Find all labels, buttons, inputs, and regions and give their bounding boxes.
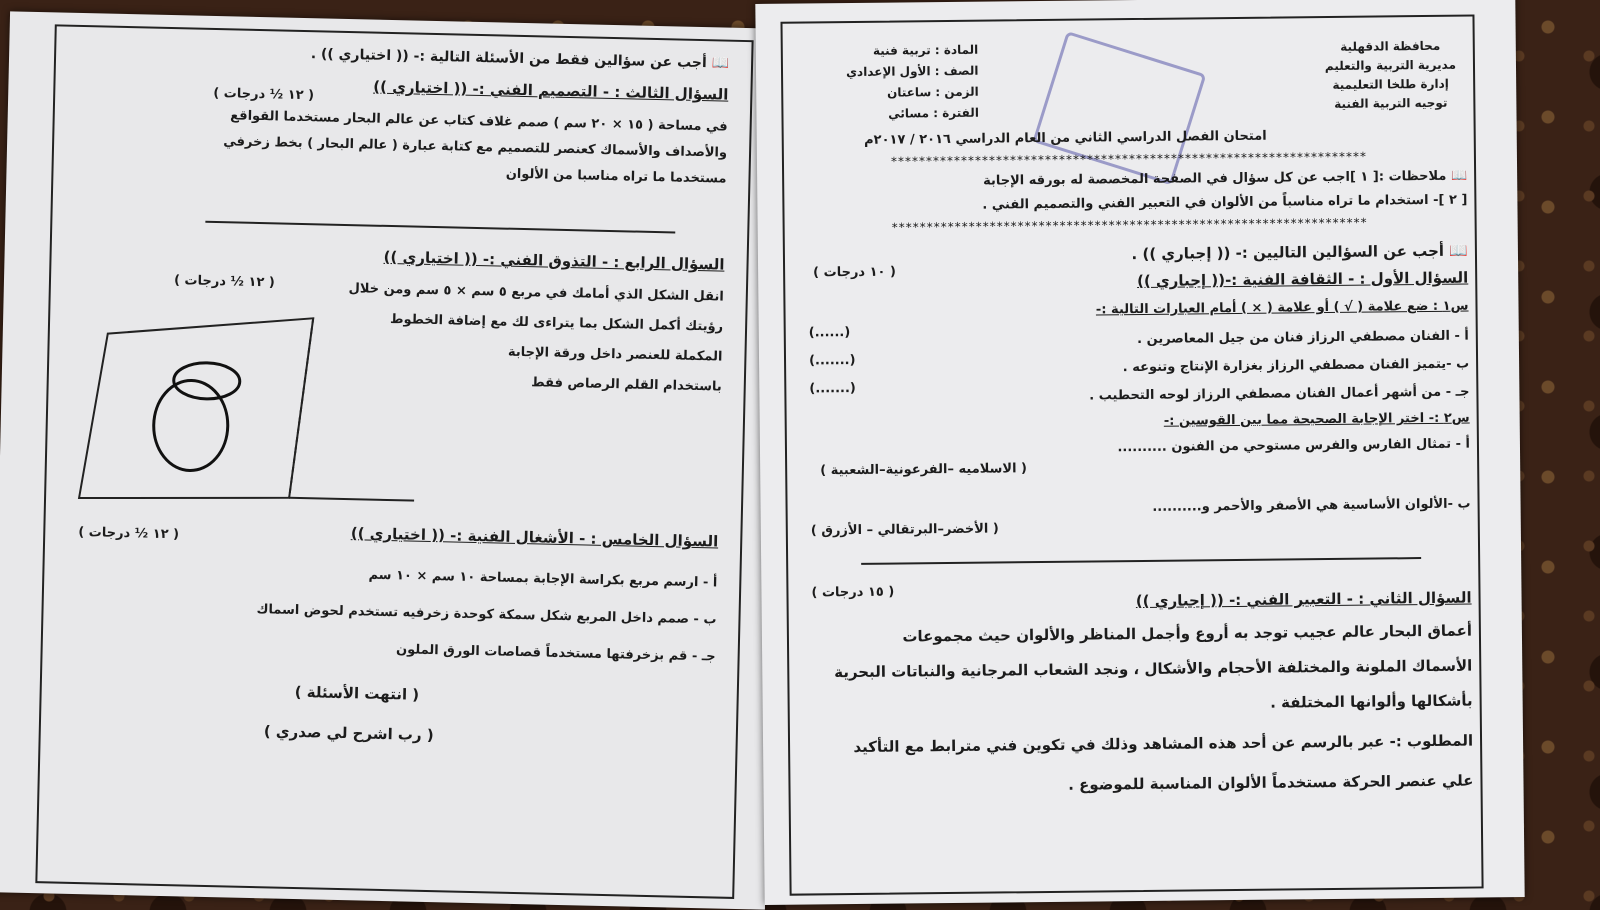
q5-b: ب - صمم داخل المربع شكل سمكة كوحدة زخرفيه تستخدم لحوض اسماك [256, 602, 717, 628]
header-line: الزمن : ساعتان [886, 84, 979, 100]
prayer: ( رب اشرح لي صدري ) [263, 722, 434, 745]
drawing-box [74, 303, 418, 511]
q1-s1: س١ : ضع علامة ( √ ) أو علامة ( × ) أمام العبارات التالية :- [1095, 298, 1469, 318]
q3-line-3: مستخدما ما تراه مناسبا من الألوان [505, 166, 727, 187]
section-heading: 📖 أجب عن السؤالين التاليين :- (( إجباري )) . [1131, 241, 1469, 264]
q5-a: أ - ارسم مربع بكراسة الإجابة بمساحة ١٠ سم × ١٠ سم [368, 567, 718, 591]
header-line: الفترة : مسائي [888, 105, 979, 121]
q2-line-2: الأسماك الملونة والمختلفة الأحجام والأشكال ، ونجد الشعاب المرجانية والنباتات البحرية [834, 656, 1473, 682]
q2-line-4: المطلوب :- عبر بالرسم عن أحد هذه المشاهد وذلك في تكوين فني مترابط مع التأكيد [853, 731, 1474, 757]
header-line: الصف : الأول الإعدادي [845, 63, 979, 80]
q3-line-2: والأصداف والأسماك كعنصر للتصميم مع كتابة عبارة ( عالم البحار ) بخط زخرفي [223, 134, 728, 161]
end-note: ( انتهت الأسئلة ) [294, 682, 420, 704]
q4-title: السؤال الرابع : - التذوق الفني :- (( اختياري )) [383, 247, 725, 274]
notes-1: 📖 ملاحظات :[ ١ ]اجب عن كل سؤال في الصفحة المخصصة له بورقه الإجابة [982, 168, 1468, 189]
answer-blank: (.......) [808, 352, 856, 369]
header-left [846, 40, 979, 125]
q1-s2b: ب -الألوان الأساسية هي الأصفر والأحمر و.......... [1152, 496, 1471, 515]
exam-page-right [755, 0, 1524, 905]
notes-2: [ ٢ ]- استخدام ما تراه مناسباً من الألوان في التعبير الفني والتصميم الفني . [982, 192, 1468, 213]
q3-title: السؤال الثالث : - التصميم الفني :- (( اختياري )) [373, 77, 729, 104]
q2-line-5: علي عنصر الحركة مستخدماً الألوان المناسبة للموضوع . [1068, 771, 1474, 794]
q1-title: السؤال الأول : - الثقافة الفنية :-(( إجباري )) [1136, 268, 1469, 291]
q4-marks: ( ١٢ ½ درجات ) [173, 273, 275, 291]
answer-blank: (......) [808, 325, 851, 341]
answer-blank: (.......) [809, 380, 856, 397]
q2-marks: ( ١٥ درجات ) [811, 584, 895, 601]
q3-line-1: في مساحة ( ١٥ × ٢٠ سم ) صمم غلاف كتاب عن عالم البحار مستخدما القواقع [230, 108, 728, 135]
star-divider: ******************************************************************** [890, 149, 1368, 169]
q5-marks: ( ١٢ ½ درجات ) [78, 525, 180, 543]
q2-title: السؤال الثاني : - التعبير الفني :- (( إجباري )) [1135, 588, 1472, 611]
header-line: المادة : تربية فنية [872, 42, 979, 58]
star-divider: ******************************************************************** [891, 215, 1368, 235]
q4-line-4: باستخدام القلم الرصاص فقط [530, 375, 722, 395]
instruction: 📖 أجب عن سؤالين فقط من الأسئلة التالية :- (( اختياري )) . [310, 46, 730, 72]
q5-c: جـ - قم بزخرفتها مستخدماً قصاصات الورق الملون [395, 642, 716, 665]
header-right [1325, 37, 1457, 114]
q1-b: ب -يتميز الفنان مصطفي الرزاز بغزارة الإنتاج وتنوعه . [1122, 356, 1470, 376]
q3-marks: ( ١٢ ½ درجات ) [213, 85, 315, 104]
figure-eight-bottom [153, 380, 229, 472]
q2-line-3: بأشكالها وألوانها المختلفة . [1270, 691, 1473, 712]
header-line: إدارة طلخا التعليمية [1332, 76, 1449, 92]
header-line: توجيه التربية الفنية [1334, 95, 1448, 111]
q1-marks: ( ١٠ درجات ) [813, 264, 897, 281]
header-line: محافظة الدقهلية [1340, 38, 1441, 54]
q1-s2: س٢ :- اختر الإجابة الصحيحة مما بين القوسين :- [1163, 410, 1470, 429]
q1-s2a: أ - تمثال الفارس والفرس مستوحي من الفنون .......... [1117, 436, 1471, 456]
exam-page-left [0, 11, 785, 909]
q1-c: جـ - من أشهر أعمال الفنان مصطفي الرزاز لوحه التحطيب . [1089, 384, 1470, 404]
q5-title: السؤال الخامس : - الأشغال الفنية :- (( اختياري )) [350, 524, 719, 551]
q2-line-1: أعماق البحار عالم عجيب توجد به أروع وأجمل المناظر والألوان حيث مجموعات [902, 621, 1472, 646]
q4-line-2: رؤيتك أكمل الشكل بما يتراءى لك مع إضافة الخطوط [389, 312, 724, 335]
exam-title: امتحان الفصل الدراسي الثاني من العام الدراسي ٢٠١٦ / ٢٠١٧م [864, 128, 1267, 148]
header-line: مديرية التربية والتعليم [1324, 57, 1457, 74]
q4-line-3: المكملة للعنصر داخل ورقة الإجابة [507, 344, 723, 365]
q4-line-1: انقل الشكل الذي أمامك في مربع ٥ سم × ٥ سم ومن خلال [348, 281, 724, 305]
q1-s2a-options: ( الاسلاميه –الفرعونية–الشعبية ) [820, 461, 1028, 479]
q1-s2b-options: ( الأخضر–البرتقالي – الأزرق ) [810, 521, 999, 539]
q1-a: أ - الفنان مصطفي الرزاز فنان من جيل المعاصرين . [1137, 328, 1469, 348]
